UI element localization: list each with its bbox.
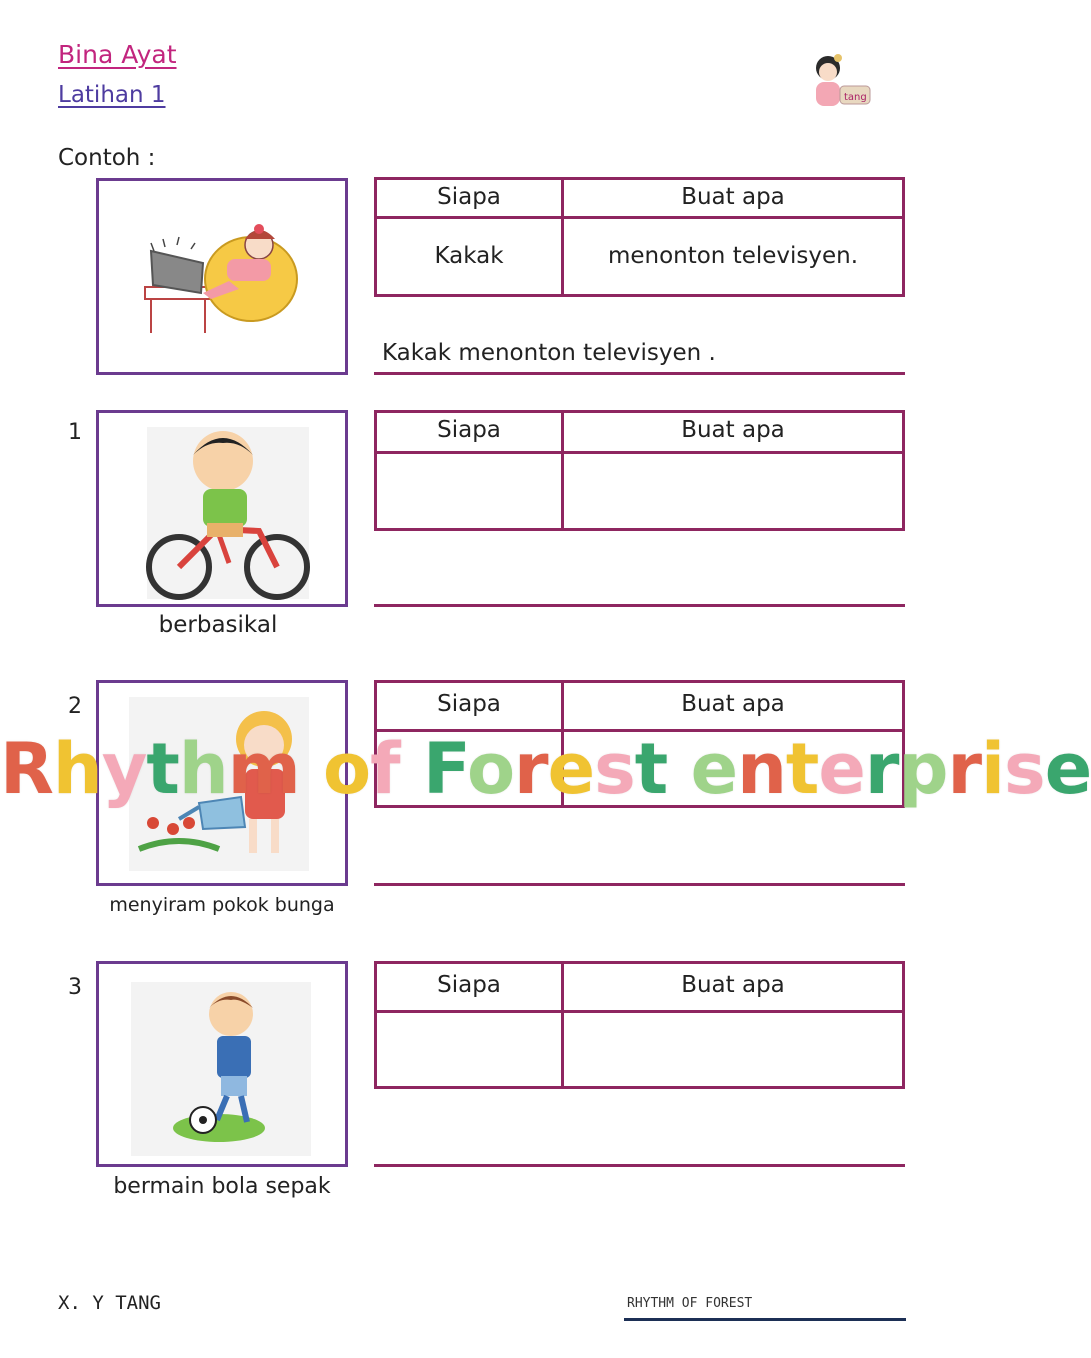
worksheet-subtitle: Latihan 1 (58, 82, 166, 108)
question-caption: menyiram pokok bunga (109, 894, 335, 916)
cycling-boy-illustration (99, 413, 345, 604)
example-label: Contoh : (58, 145, 156, 171)
answer-table (374, 410, 905, 531)
worksheet-title: Bina Ayat (58, 40, 177, 69)
example-image-frame (96, 178, 348, 375)
watermark-text: Rhythm of Forest enterprise (0, 728, 1091, 810)
sentence-answer-line[interactable] (374, 1164, 905, 1167)
what-header: Buat apa (681, 972, 785, 998)
question-number: 3 (68, 975, 82, 1000)
question-caption: bermain bola sepak (113, 1174, 331, 1199)
tv-watching-illustration (99, 181, 345, 372)
question-image-frame (96, 410, 348, 607)
who-answer-cell[interactable] (377, 454, 561, 528)
what-header: Buat apa (681, 417, 785, 443)
who-answer-cell[interactable] (377, 1013, 561, 1086)
question-number: 2 (68, 694, 82, 719)
footer-divider (624, 1318, 906, 1321)
example-what-value: menonton televisyen. (607, 243, 859, 269)
question-caption: berbasikal (158, 612, 278, 638)
example-table (374, 177, 905, 297)
sentence-answer-line[interactable] (374, 604, 905, 607)
example-sentence: Kakak menonton televisyen . (382, 340, 716, 366)
what-header: Buat apa (681, 691, 785, 717)
example-who-value: Kakak (434, 243, 504, 269)
example-sentence-line (374, 372, 905, 375)
example-who-header: Siapa (437, 184, 501, 210)
who-header: Siapa (437, 417, 501, 443)
what-answer-cell[interactable] (564, 454, 902, 528)
logo-image (806, 50, 880, 114)
sentence-answer-line[interactable] (374, 883, 905, 886)
footer-author: X. Y TANG (58, 1292, 161, 1314)
example-what-header: Buat apa (681, 184, 785, 210)
question-number: 1 (68, 420, 82, 445)
football-boy-illustration (99, 964, 345, 1164)
footer-brand: RHYTHM OF FOREST (627, 1296, 753, 1311)
answer-table (374, 961, 905, 1089)
who-header: Siapa (437, 691, 501, 717)
what-answer-cell[interactable] (564, 1013, 902, 1086)
svg-text:tang: tang (844, 92, 867, 103)
question-image-frame (96, 961, 348, 1167)
who-header: Siapa (437, 972, 501, 998)
